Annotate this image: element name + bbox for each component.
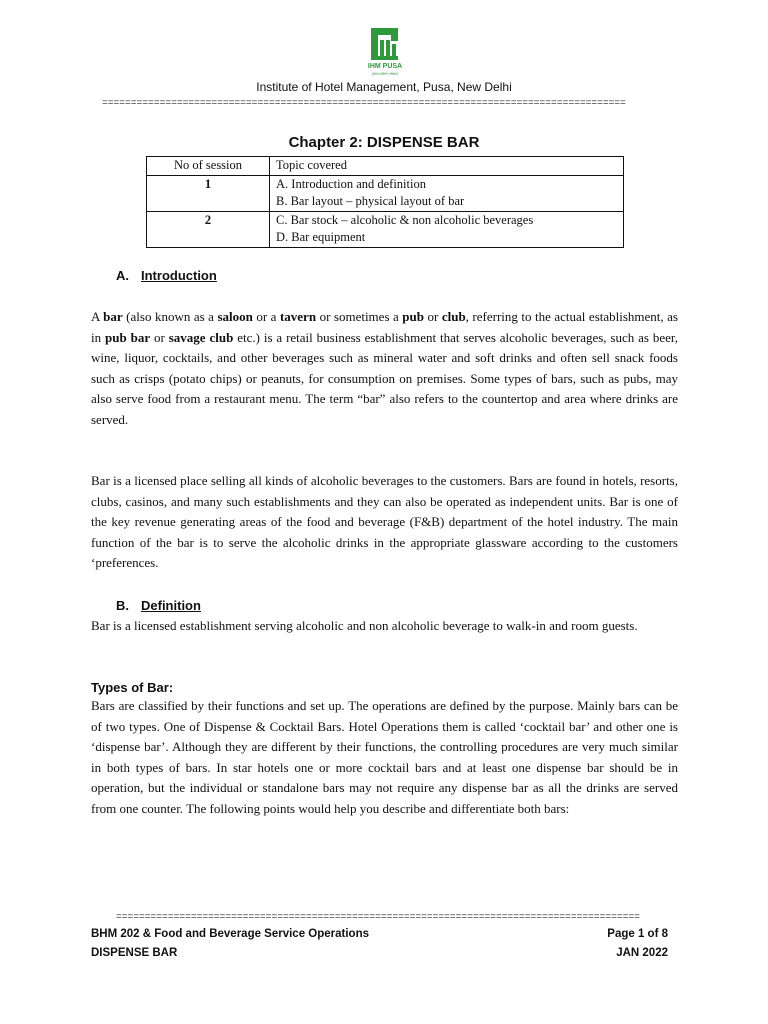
header-topic-covered: Topic covered <box>270 157 624 176</box>
session-number: 1 <box>147 175 270 211</box>
section-heading-introduction <box>116 268 217 283</box>
types-of-bar-heading: Types of Bar: <box>91 680 174 695</box>
topic-cell <box>270 175 624 211</box>
table-row <box>147 211 624 247</box>
topic-cell <box>270 211 624 247</box>
types-of-bar-paragraph: Bars are classified by their functions and set up. The operations are defined by the purpose. Mainly bars can be of two types. One of Dispense & Cocktail Bars. Hotel Operations them is called ‘cocktail bar’ and other one is ‘dispense bar’. Although they are different by their functions, the controlling procedures are very much similar in both types of bars. In star hotels one or more cocktail bars and at least one dispense bar should be in operation, but the individual or standalone bars may not require any dispense bar as all the drinks are served from one counter. The following points would help you describe and differentiate both bars: <box>91 698 678 816</box>
footer-right <box>607 925 668 963</box>
chapter-title: Chapter 2: DISPENSE BAR <box>288 134 480 151</box>
section-title: Definition <box>141 598 201 613</box>
page-number: Page 1 of 8 <box>607 928 668 940</box>
session-number: 2 <box>147 211 270 247</box>
introduction-paragraph-1: A bar (also known as a saloon or a tavern or sometimes a pub or club, referring to the actual establishment, as in pub bar or savage club etc.) is a retail business establishment that serves alcoholic beverages, such as beer, wine, liquor, cocktails, and other beverages such as mineral water and soft drinks and often sell snack foods such as crisps (potato chips) or peanuts, for consumption on premises. Some types of bars, such as pubs, may also serve food from a restaurant menu. The term “bar” also refers to the countertop and area where drinks are served. <box>91 309 678 427</box>
header-no-of-session: No of session <box>147 157 270 176</box>
footer-course: BHM 202 & Food and Beverage Service Operations <box>91 928 370 940</box>
section-letter: A. <box>116 268 129 283</box>
footer-chapter: DISPENSE BAR <box>91 947 178 959</box>
introduction-paragraph-2: Bar is a licensed place selling all kinds of alcoholic beverages to the customers. Bars are found in hotels, resorts, clubs, casinos, and many such establishments and they can also be operated as independent units. Bar is one of the key revenue generating areas of the food and beverage (F&B) department of the hotel industry. The main function of the bar is to serve the alcoholic drinks in the appropriate glassware according to the customers ‘preferences. <box>91 473 678 570</box>
topic-item: B. Bar layout – physical layout of bar <box>276 194 465 208</box>
logo-subtext: होटल प्रबंधन संस्थान <box>372 72 398 76</box>
section-title: Introduction <box>141 268 217 283</box>
table-row <box>147 175 624 211</box>
section-letter: B. <box>116 598 129 613</box>
topic-item: C. Bar stock – alcoholic & non alcoholic beverages <box>276 212 534 227</box>
ihm-pusa-logo <box>363 26 407 78</box>
sessions-table <box>146 156 624 248</box>
section-heading-definition <box>116 598 201 613</box>
logo-text: IHM PUSA <box>367 63 403 70</box>
definition-paragraph: Bar is a licensed establishment serving alcoholic and non alcoholic beverage to walk-in and room guests. <box>91 618 638 633</box>
institute-name: Institute of Hotel Management, Pusa, New Delhi <box>256 80 512 94</box>
footer-left <box>91 925 369 963</box>
footer-rule: =========================================================================================== <box>116 912 640 922</box>
topic-item: A. Introduction and definition <box>276 176 426 191</box>
topic-item: D. Bar equipment <box>276 230 366 244</box>
table-header-row <box>147 157 624 176</box>
header-rule: =========================================================================================== <box>102 98 626 108</box>
footer-date: JAN 2022 <box>616 947 668 959</box>
